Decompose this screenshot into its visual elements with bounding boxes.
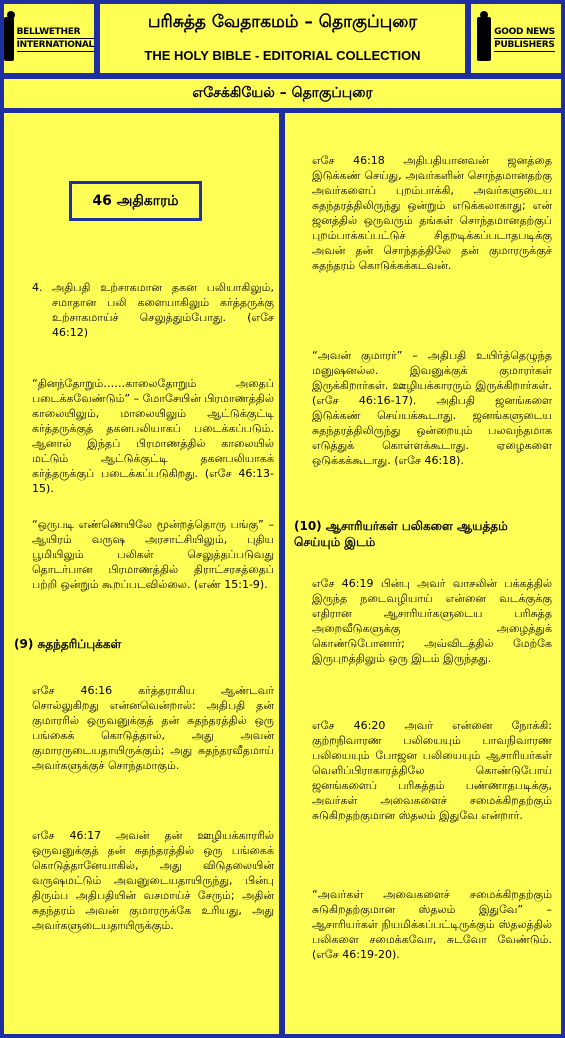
verse-paragraph: எசே 46:19 பின்பு அவர் வாசலின் பக்கத்தில் இருந்த நடைவழியாய் என்னை வடக்குக்கு எதிரான ஆசாரியர்களுடைய பரிசுத்த அறைவீடுகளுக்கு அழைத்துக் கொண்டுபோனார்; அவ்விடத்தில் மேற்கே இருபுறத்திலும் ஒரு இடம் இருந்தது. xyxy=(312,577,552,665)
good-news-logo xyxy=(471,4,561,73)
title-english: THE HOLY BIBLE - EDITORIAL COLLECTION xyxy=(144,48,421,63)
paragraph: “ஒருபடி எண்ணெயிலே மூன்றத்தொரு பங்கு” – ஆயிரம் வருஷ அரசாட்சியிலும், புதிய பூமியிலும் பலிகள் செலுத்தப்படுவது தொடர்பான பிரமாணத்தில் திராட்சரசத்தைப் பற்றி ஒன்றும் கூறப்படவில்லை. (எண் 15:1-9). xyxy=(32,518,274,591)
title-tamil: பரிசுத்த வேதாகமம் – தொகுப்புரை xyxy=(147,12,418,32)
bellwether-logo xyxy=(4,4,94,73)
left-column xyxy=(4,113,279,1034)
logo-left-line2: INTERNATIONAL xyxy=(16,39,94,50)
paragraph: “தினந்தோறும்……காலைதோறும் அதைப் படைக்கவேண்டும்” – மோசேயின் பிரமாணத்தில் காலையிலும், மாலையிலும் ஆட்டுக்குட்டி கர்த்தருக்குத் தகனபலியாகப் படைக்கப்படும். ஆனால் இந்தப் பிரமாணத்தில் காலையில் மட்டும் ஆட்டுக்குட்டி தகனபலியாகக் கர்த்தருக்குப் படைக்கப்படுகிறது. (எசே 46:13-15). xyxy=(32,377,274,495)
logo-right-line2: PUBLISHERS xyxy=(494,39,555,50)
section-heading: (10) ஆசாரியர்கள் பலிகளை ஆயத்தம் செய்யும் இடம் xyxy=(294,519,508,549)
right-column xyxy=(285,113,561,1034)
verse-paragraph: எசே 46:17 அவன் தன் ஊழியக்காரரில் ஒருவனுக்குத் தன் சுதந்தரத்தில் ஒரு பங்கைக் கொடுத்தானேயாகில், அது விடுதலையின் வருஷமட்டும் அவனுடையதாயிருந்து, பின்பு திரும்ப அதிபதியின் வசமாய்ச் சேரும்; அதின் சுதந்தரம் அவன் குமாரருக்கே உரியது, அது அவர்களுடையதாயிருக்கும். xyxy=(32,829,274,932)
book-subtitle: எசேக்கியேல் – தொகுப்புரை xyxy=(4,79,561,108)
item-text: அதிபதி உற்சாகமான தகன பலியாகிலும், சமாதான பலி களையாகிலும் கர்த்தருக்கு உற்சாகமாய்ச் செலுத்தும்போது. (எசே 46:12) xyxy=(52,281,274,339)
logo-right-line1: GOOD NEWS xyxy=(494,26,555,37)
logo-left-line1: BELLWETHER xyxy=(17,26,94,39)
paragraph: “அவர்கள் அவைகளைச் சமைக்கிறதற்கும் சுடுகிறதற்குமான ஸ்தலம் இதுவே” – ஆசாரியர்கள் நியமிக்கப்பட்டிருக்கும் ஸ்தலத்தில் பலிகளை சமைக்கவோ, சுடவோ வேண்டும். (எசே 46:19-20). xyxy=(312,888,552,961)
item-number: 4. xyxy=(32,281,43,294)
verse-paragraph: எசே 46:20 அவர் என்னை நோக்கி: குற்றநிவாரண பலியையும் பாவநிவாரண பலியையும் போஜன பலியையும் ஆசாரியர்கள் வெளிப்பிராகாரத்திலே கொண்டுபோய் ஜனங்களைப் பரிசுத்தம் பண்ணாதபடிக்கு, அவர்கள் அவைகளைச் சமைக்கிறதற்கும் சுடுகிறதற்குமான ஸ்தலம் இதுவே என்றார். xyxy=(312,719,552,822)
chapter-heading: 46 அதிகாரம் xyxy=(69,181,202,221)
pillar-icon xyxy=(477,17,491,61)
paragraph: “அவன் குமாரர்” – அதிபதி உயிர்த்தெழுந்த மனுஷனல்ல. இவனுக்குக் குமாரர்கள் இருக்கிறார்கள். ஊழியக்காரரும் இருக்கிறார்கள். (எசே 46:16-17). அதிபதி ஜனங்களை இடுக்கண் செய்யக்கூடாது. ஜனங்களுடைய சுதந்தரத்திலிருந்து ஒன்றையும் பலவந்தமாக எடுத்துக் கொள்ளக்கூடாது. ஏழைகளை ஒடுக்கக்கூடாது. (எசே 46:18). xyxy=(312,349,552,467)
title-panel xyxy=(100,4,465,73)
verse-paragraph: எசே 46:16 கர்த்தராகிய ஆண்டவர் சொல்லுகிறது என்னவென்றால்: அதிபதி தன் குமாரரில் ஒருவனுக்குத் தன் சுதந்தரத்தில் ஒரு பங்கைக் கொடுத்தால், அது அவன் குமாரருடையதாயிருக்கும்; அது சுதந்தரவீதமாய் அவர்களுக்குச் சொந்தமாகும். xyxy=(32,684,274,772)
section-heading: (9) சுதந்தரிப்புக்கள் xyxy=(14,637,122,651)
verse-paragraph: எசே 46:18 அதிபதியானவன் ஜனத்தை இடுக்கண் செய்து, அவர்களின் சொந்தமானதற்கு அவர்களைப் புறம்பாக்கி, அவர்களுடைய சுதந்தரத்திலிருந்து ஒன்றும் எடுக்கலாகாது; என் ஜனத்தில் ஒருவரும் தங்கள் சொந்தமானதற்குப் புறம்பாக்கப்பட்டுச் சிதறடிக்கப்படாதபடிக்கு அவன் தன் சொந்தத்திலே தன் குமாரருக்குச் சுதந்தரம் கொடுக்கக்கடவன். xyxy=(312,154,552,272)
lamp-icon xyxy=(4,17,14,61)
